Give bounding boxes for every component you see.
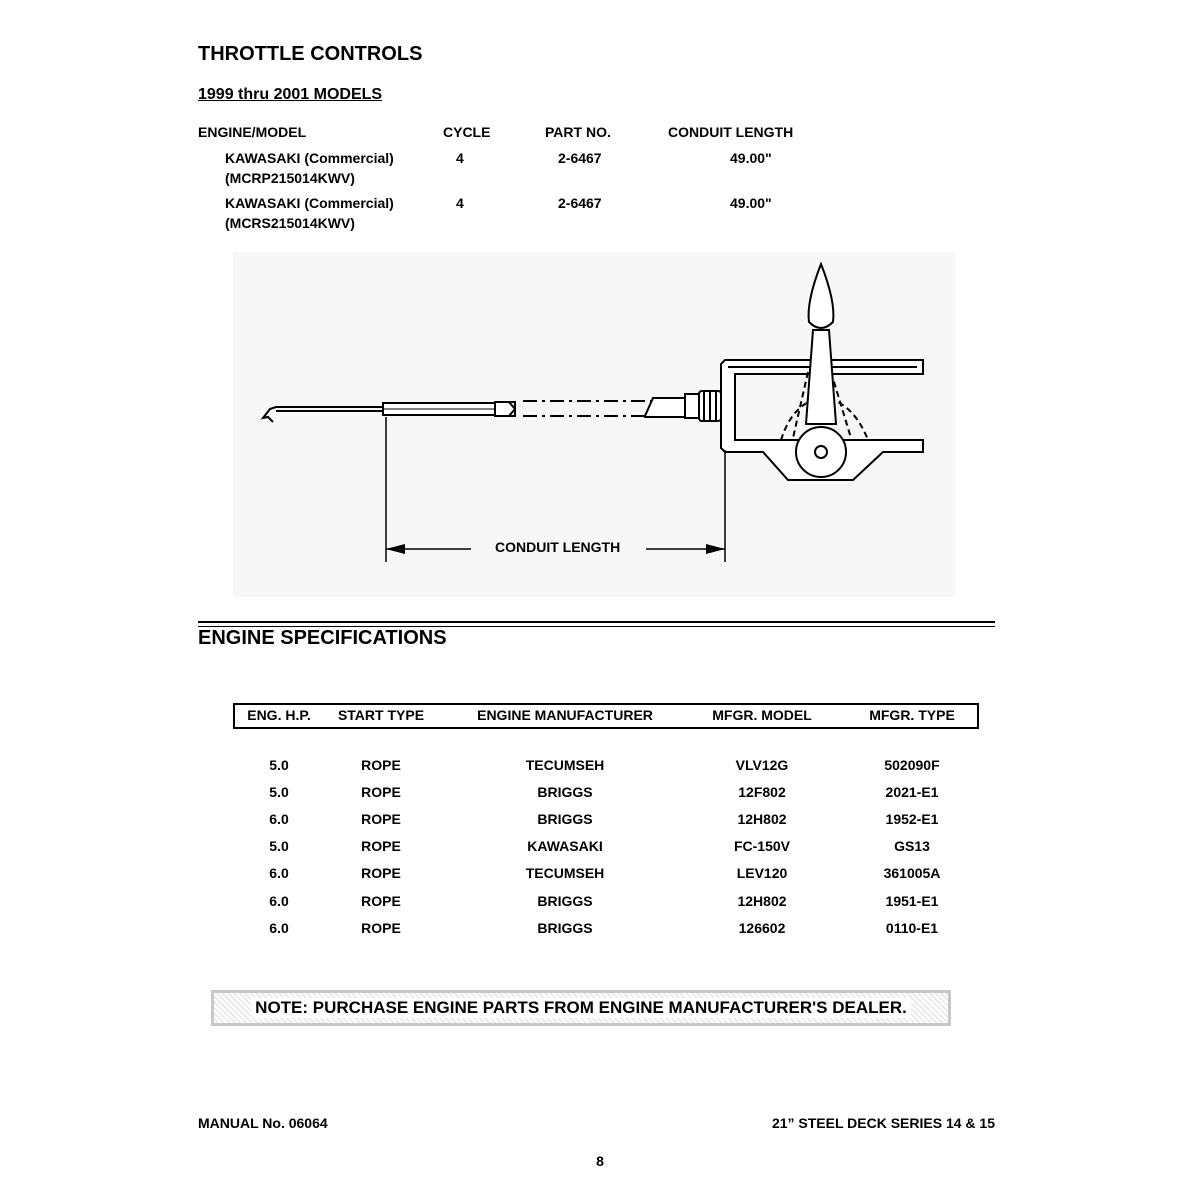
start-cell: ROPE <box>361 865 401 881</box>
engine-model-code: (MCRS215014KWV) <box>225 215 355 231</box>
col-header-manufacturer: ENGINE MANUFACTURER <box>477 707 653 723</box>
model-cell: VLV12G <box>735 757 789 773</box>
part-no-value: 2-6467 <box>558 150 602 166</box>
throttle-cable-diagram <box>233 252 955 597</box>
note-box <box>211 990 951 1026</box>
hp-cell: 6.0 <box>269 811 289 827</box>
manufacturer-cell: BRIGGS <box>537 893 593 909</box>
hp-cell: 5.0 <box>269 838 289 854</box>
series-name: 21” STEEL DECK SERIES 14 & 15 <box>771 1115 995 1131</box>
manufacturer-cell: BRIGGS <box>537 784 593 800</box>
model-cell: 12H802 <box>737 811 787 827</box>
col-header-cycle: CYCLE <box>443 124 491 140</box>
conduit-length-label: CONDUIT LENGTH <box>495 539 621 555</box>
start-cell: ROPE <box>361 920 401 936</box>
type-cell: 0110-E1 <box>885 920 939 936</box>
cycle-value: 4 <box>456 150 464 166</box>
start-cell: ROPE <box>361 893 401 909</box>
type-cell: 361005A <box>883 865 941 881</box>
model-cell: LEV120 <box>736 865 788 881</box>
hp-cell: 5.0 <box>269 757 289 773</box>
section-subtitle: 1999 thru 2001 MODELS <box>198 86 383 103</box>
cycle-value: 4 <box>456 195 464 211</box>
note-text: NOTE: PURCHASE ENGINE PARTS FROM ENGINE MANUFACTURER'S DEALER. <box>251 998 911 1018</box>
manual-number: MANUAL No. 06064 <box>198 1115 328 1131</box>
page-title: THROTTLE CONTROLS <box>198 43 423 65</box>
col-header-hp: ENG. H.P. <box>247 707 311 723</box>
hp-cell: 6.0 <box>269 865 289 881</box>
hp-cell: 5.0 <box>269 784 289 800</box>
type-cell: 2021-E1 <box>885 784 939 800</box>
type-cell: GS13 <box>894 838 930 854</box>
start-cell: ROPE <box>361 784 401 800</box>
model-cell: FC-150V <box>733 838 791 854</box>
manufacturer-cell: BRIGGS <box>537 811 593 827</box>
start-cell: ROPE <box>361 838 401 854</box>
col-header-engine-model: ENGINE/MODEL <box>198 124 307 140</box>
col-header-part-no: PART NO. <box>545 124 611 140</box>
type-cell: 1952-E1 <box>885 811 939 827</box>
section-divider <box>198 621 995 623</box>
type-cell: 502090F <box>884 757 940 773</box>
engine-name: KAWASAKI (Commercial) <box>225 150 394 166</box>
engine-name: KAWASAKI (Commercial) <box>225 195 394 211</box>
model-cell: 12F802 <box>738 784 786 800</box>
manufacturer-cell: KAWASAKI <box>527 838 603 854</box>
hp-cell: 6.0 <box>269 920 289 936</box>
engine-specs-title: ENGINE SPECIFICATIONS <box>198 627 447 649</box>
start-cell: ROPE <box>361 811 401 827</box>
hp-cell: 6.0 <box>269 893 289 909</box>
col-header-conduit-length: CONDUIT LENGTH <box>668 124 794 140</box>
start-cell: ROPE <box>361 757 401 773</box>
manufacturer-cell: TECUMSEH <box>525 865 605 881</box>
col-header-mfgr-model: MFGR. MODEL <box>712 707 812 723</box>
model-cell: 12H802 <box>737 893 787 909</box>
engine-model-code: (MCRP215014KWV) <box>225 170 355 186</box>
part-no-value: 2-6467 <box>558 195 602 211</box>
page-number: 8 <box>596 1153 604 1169</box>
col-header-start-type: START TYPE <box>337 707 425 723</box>
type-cell: 1951-E1 <box>885 893 939 909</box>
manufacturer-cell: TECUMSEH <box>525 757 605 773</box>
manufacturer-cell: BRIGGS <box>537 920 593 936</box>
col-header-mfgr-type: MFGR. TYPE <box>869 707 955 723</box>
conduit-length-value: 49.00" <box>730 195 772 211</box>
model-cell: 126602 <box>738 920 786 936</box>
conduit-length-value: 49.00" <box>730 150 772 166</box>
